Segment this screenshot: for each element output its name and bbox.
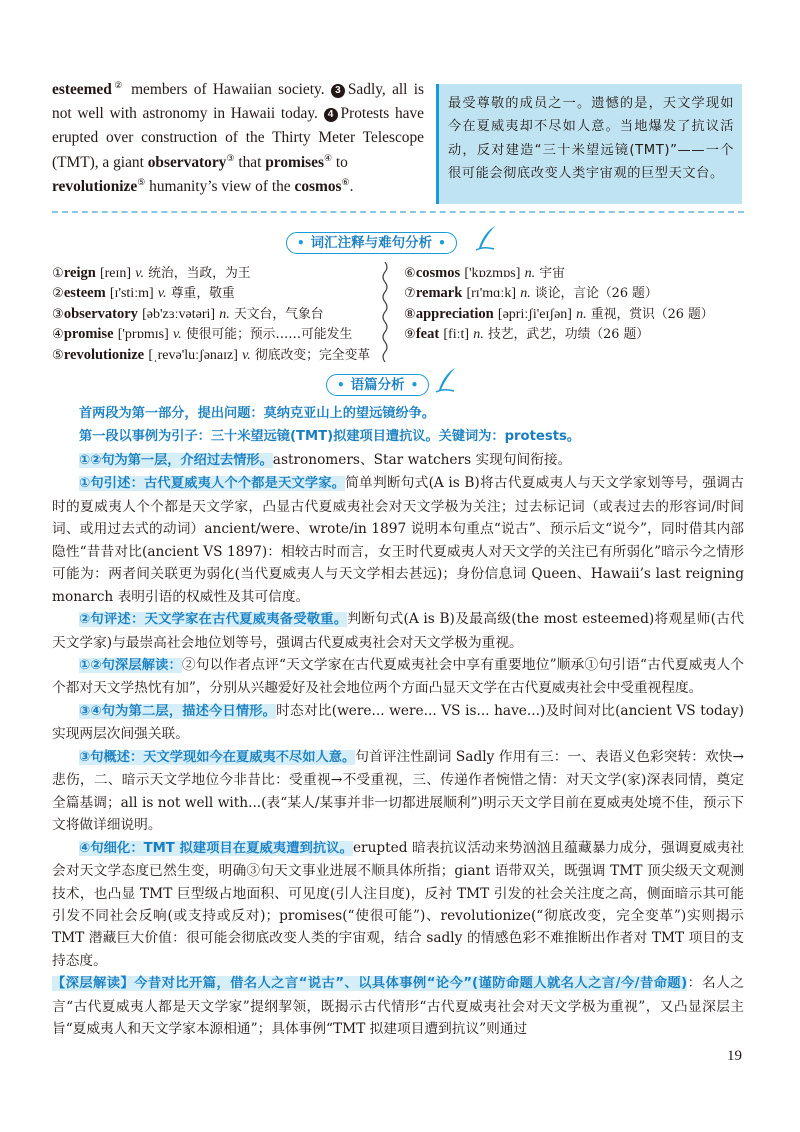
passage-text: Sadly, all is not well with astronomy in Hawaii today. — [52, 81, 425, 123]
vocab-entry — [404, 263, 714, 283]
vocab-entry — [404, 283, 714, 303]
vocab-pos: v. — [135, 266, 144, 281]
analysis-paragraph — [52, 700, 744, 746]
vocab-meaning: 重视，赏识（26 题） — [590, 306, 714, 322]
vocab-phonetic: [əb'zɜːvətəri] — [142, 306, 216, 322]
vocab-word: feat — [415, 326, 440, 343]
analysis-paragraph — [52, 449, 744, 472]
vocab-meaning: 使很可能；预示……可能发生 — [185, 327, 353, 343]
vocab-pos: v. — [157, 286, 167, 302]
highlight-label: ①②句为第一层，介绍过去情形。 — [79, 452, 273, 468]
quill-pen-icon — [434, 366, 458, 394]
analysis-text: ：名人之言“古代夏威夷人都是天文学家”提纲挈领，既揭示古代情形“古代夏威夷社会对天文学极为重视”，又凸显深层主旨“夏威夷人和天文学家本源相通”；具体事例“TMT 拟建项目遭到抗议”则通过 — [52, 975, 744, 1038]
sentence-number: 3 — [331, 84, 345, 98]
page-number: 19 — [727, 1048, 742, 1064]
highlight-label: ①句引述：古代夏威夷人个个都是天文学家。 — [79, 476, 346, 492]
analysis-text: 简单判断句式(A is B)将古代夏威夷人与天文学家划等号，强调古时的夏威夷人个个都是天文学家，凸显古代夏威夷社会对天文学极为关注；过去标记词（或表过去的形容词/时间词、或用过去式的动词）ancient/were、wrote/in 1897 说明本句重点“说古”、预示后文“说今”，同时借其内部隐性“昔昔对比(ancient VS 1897)：相较古时而言，女王时代夏威夷人对天文学的关注已有所弱化”暗示今之情形可能为：两者间关联更为弱化(当代夏威夷人与天文学相去甚远)；身份信息词 Queen、Hawaii’s last reigning monarch 表明引语的权威性及其可信度。 — [52, 475, 744, 605]
vocab-word: esteemed — [52, 81, 112, 98]
vocab-word: promises — [265, 153, 324, 171]
vocab-heading-label: 词汇注释与难句分析 — [310, 235, 433, 251]
section-summary: 第一段以事例为引子：三十米望远镜(TMT)拟建项目遭抗议。关键词为：protests。 — [79, 429, 581, 445]
vocab-pos: n. — [576, 306, 587, 322]
analysis-text: astronomers、Star watchers 实现句间衔接。 — [272, 451, 572, 468]
vocab-num: ④ — [52, 327, 64, 343]
vocab-meaning: 统治，当政，为王 — [148, 266, 251, 281]
vocab-phonetic: [ˌrevə'luːʃənaɪz] — [148, 347, 238, 363]
analysis-paragraph — [52, 425, 744, 448]
vocab-num: ⑥ — [404, 266, 416, 281]
analysis-text: 时态对比(were... were... VS is... have...)及时间对比(ancient VS today)实现两层次间强关联。 — [52, 702, 744, 743]
analysis-text: ②句以作者点评“天文学家在古代夏威夷社会中享有重要地位”顺承①句引语“古代夏威夷人个个都对天文学热忱有加”，分别从兴趣爱好及社会地位两个方面凸显天文学在古代夏威夷社会中受重视程度。 — [52, 656, 744, 697]
vocab-phonetic: [reɪn] — [99, 266, 132, 281]
vocab-word: reign — [63, 265, 96, 281]
analysis-text: erupted 暗表抗议活动来势汹汹且蕴藏暴力成分，强调夏威夷社会对天文学态度已然生变，明确③句天文事业进展不顺具体所指；giant 语带双关，既强调 TMT 顶尖级天文观测技术，也凸显 TMT 巨型级占地面积、可见度(引人注目度)，反衬 TMT 引发的社会关注度之高，侧面暗示其可能引发不同社会反响(或支持或反对)；promises(“使很可能”)、revolutionize(“彻底改变，完全变革”)实则揭示 TMT 潜藏巨大价值：很可能会彻底改变人类的宇宙观，结合 sadly 的情感色彩不难推断出作者对 TMT 项目的支持态度。 — [52, 839, 745, 969]
vocab-word: remark — [415, 285, 463, 302]
section-summary: 首两段为第一部分，提出问题：莫纳克亚山上的望远镜纷争。 — [79, 406, 436, 421]
vocab-word: observatory — [147, 153, 227, 171]
analysis-paragraph — [52, 654, 744, 700]
vocab-word: appreciation — [415, 305, 494, 322]
vocab-word: cosmos — [415, 265, 461, 281]
vocab-pos: v. — [242, 347, 251, 363]
vocab-num: ⑤ — [52, 347, 64, 363]
quill-pen-icon — [474, 224, 498, 252]
vocab-entry — [404, 304, 714, 324]
highlight-label: ④句细化：TMT 拟建项目在夏威夷遭到抗议。 — [79, 840, 353, 856]
vocab-meaning: 天文台，气象台 — [233, 306, 324, 322]
translation-box — [436, 84, 742, 204]
highlight-label: ②句评述：天文学家在古代夏威夷备受敬重。 — [79, 612, 348, 628]
footnote-mark: ② — [111, 79, 125, 90]
passage-text: that — [234, 153, 266, 171]
analysis-heading: • 语篇分析 • — [326, 374, 429, 396]
sentence-number: 4 — [324, 108, 338, 122]
vocab-entry — [404, 324, 714, 344]
analysis-paragraph — [52, 837, 744, 973]
analysis-text: 句首评注性副词 Sadly 作用有三：一、表语义色彩突转：欢快→悲伤，二、暗示天文学地位今非昔比：受重视→不受重视，三、传递作者惋惜之情：对天文学(家)深表同情，奠定全篇基调；all is not well with...(表“某人/某事并非一切都进展顺利”)明示天文学目前在夏威夷处境不佳，预示下文将做详细说明。 — [52, 748, 744, 834]
translation-text: 最受尊敬的成员之一。遗憾的是，天文学现如今在夏威夷却不尽如人意。当地爆发了抗议活动，反对建造“三十米望远镜(TMT)”——一个很可能会彻底改变人类宇宙观的巨型天文台。 — [448, 96, 734, 181]
vocab-word: esteem — [63, 285, 106, 302]
highlight-label: ③④句为第二层，描述今日情形。 — [79, 703, 277, 719]
vocab-pos: n. — [524, 266, 536, 281]
vocab-phonetic: [rɪ'mɑːk] — [466, 286, 516, 302]
highlight-label: 【深层解读】今昔对比开篇，借名人之言“说古”、以具体事例“论今”(谨防命题人就名人之言/今/昔命题) — [52, 976, 688, 992]
vocab-meaning: 彻底改变；完全变革 — [254, 347, 371, 363]
vocab-entry — [52, 283, 370, 303]
passage-text: to — [332, 153, 348, 171]
highlight-label: ①②句深层解读： — [79, 657, 182, 673]
passage-text: Protests have erupted over construction of the Thirty Meter Telescope (TMT), a giant — [52, 105, 424, 171]
analysis-paragraph — [52, 608, 744, 654]
analysis-paragraph — [52, 472, 744, 608]
vocab-num: ③ — [52, 306, 64, 322]
vocab-meaning: 宇宙 — [539, 266, 565, 281]
vocab-pos: n. — [520, 286, 531, 302]
vocab-list-left — [52, 263, 370, 365]
vocab-num: ⑨ — [404, 327, 416, 343]
footnote-mark: ④ — [323, 152, 333, 163]
vocab-meaning: 尊重，敬重 — [170, 286, 235, 302]
vocab-entry — [52, 345, 370, 365]
vocab-word: cosmos — [294, 177, 342, 195]
highlight-label: ③句概述：天文学现如今在夏威夷不尽如人意。 — [79, 749, 356, 765]
vocab-word: revolutionize — [52, 177, 138, 195]
vocab-phonetic: [ɪ'stiːm] — [109, 286, 154, 302]
vocab-num: ⑦ — [404, 286, 416, 302]
vocab-meaning: 谈论，言论（26 题） — [534, 286, 658, 302]
passage-text: . — [349, 177, 354, 195]
analysis-paragraph — [52, 402, 744, 425]
footnote-mark: ⑥ — [341, 176, 350, 187]
analysis-text: 判断句式(A is B)及最高级(the most esteemed)将观星师(古代天文学家)与最崇高社会地位划等号，强调古代夏威夷社会对天文学极为重视。 — [52, 611, 744, 651]
vocab-num: ① — [52, 266, 64, 281]
vocab-num: ⑧ — [404, 306, 416, 322]
vocab-list-right — [404, 263, 714, 345]
footnote-mark: ③ — [226, 152, 235, 163]
vocab-phonetic: [əpriːʃi'eɪʃən] — [497, 306, 572, 322]
vocab-num: ② — [52, 286, 64, 302]
analysis-heading-label: 语篇分析 — [350, 377, 405, 393]
vocab-phonetic: [fiːt] — [443, 327, 470, 343]
vocab-phonetic: ['prɒmɪs] — [117, 327, 169, 343]
vocab-heading: • 词汇注释与难句分析 • — [286, 232, 457, 254]
vocab-word: observatory — [63, 305, 138, 322]
passage-text: members of Hawaiian society. — [124, 81, 331, 98]
vocab-pos: n. — [473, 327, 484, 343]
vocab-pos: v. — [172, 327, 182, 343]
passage-text: humanity’s view of the — [145, 177, 295, 195]
spiral-divider — [380, 262, 390, 362]
vocab-entry — [52, 324, 370, 344]
analysis-paragraph — [52, 746, 744, 837]
english-passage — [52, 78, 424, 199]
vocab-word: revolutionize — [63, 346, 145, 363]
vocab-entry — [52, 263, 370, 283]
vocab-entry — [52, 304, 370, 324]
vocab-meaning: 技艺，武艺，功绩（26 题） — [487, 327, 650, 343]
vocab-phonetic: ['kɒzmɒs] — [464, 266, 521, 281]
analysis-paragraph — [52, 972, 744, 1040]
analysis-body — [52, 402, 744, 1041]
vocab-word: promise — [63, 326, 114, 343]
vocab-pos: n. — [219, 306, 230, 322]
footnote-mark: ⑤ — [137, 176, 146, 187]
divider — [52, 211, 744, 213]
